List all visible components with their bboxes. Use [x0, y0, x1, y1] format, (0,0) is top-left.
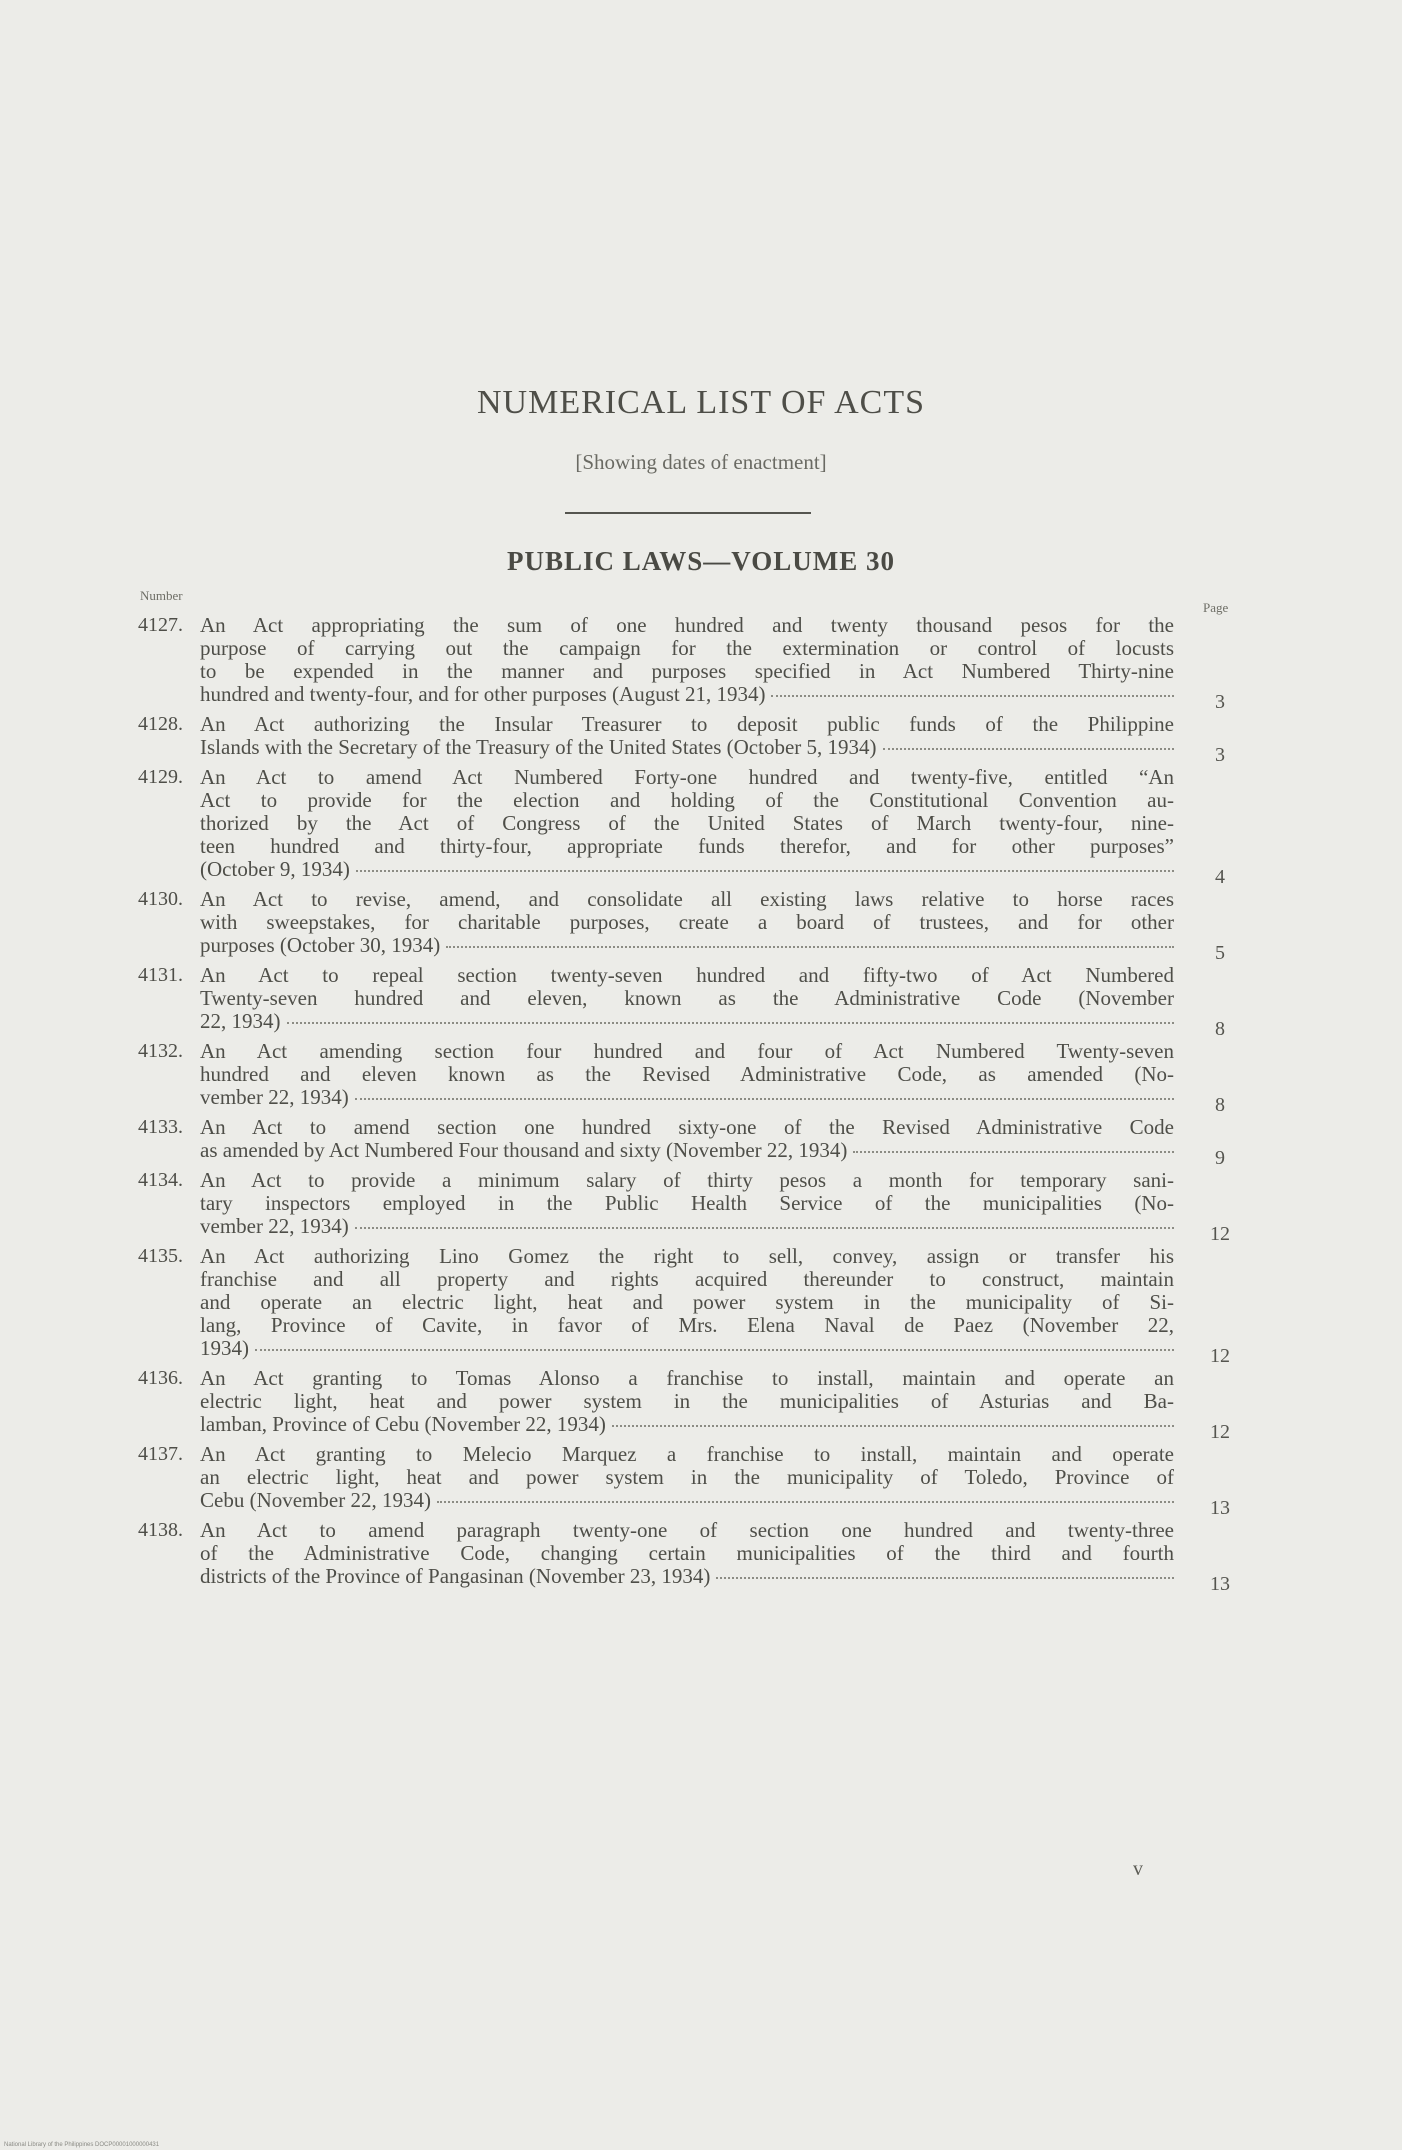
act-description-line: [200, 1139, 1174, 1162]
act-page-number: 9: [1215, 1147, 1225, 1169]
act-page-number: 5: [1215, 942, 1225, 964]
act-description-text: Islands with the Secretary of the Treasury of the United States (October 5, 1934): [200, 735, 877, 759]
act-description-text: purposes (October 30, 1934): [200, 933, 441, 957]
page-subtitle: [Showing dates of enactment]: [575, 450, 827, 474]
volume-title: PUBLIC LAWS—VOLUME 30: [506, 546, 895, 576]
act-description-line: of the Administrative Code, changing certain municipalities of the third and fourth: [200, 1541, 1174, 1565]
act-description-line: [200, 1010, 1174, 1033]
act-description: [200, 888, 1174, 957]
act-number: 4128.: [138, 713, 183, 735]
act-description-line: to be expended in the manner and purposes specified in Act Numbered Thirty-nine: [200, 659, 1174, 683]
act-description: [200, 1040, 1174, 1109]
act-page-number: 4: [1215, 866, 1225, 888]
act-description-text: vember 22, 1934): [200, 1214, 349, 1238]
act-description-line: Twenty-seven hundred and eleven, known as the Administrative Code (November: [200, 986, 1174, 1010]
act-description: [200, 1519, 1174, 1588]
act-description-text: 1934): [200, 1336, 249, 1360]
act-page-number: 13: [1210, 1573, 1230, 1595]
act-description-line: An Act authorizing Lino Gomez the right to sell, convey, assign or transfer his: [200, 1244, 1174, 1268]
act-page-number: 8: [1215, 1094, 1225, 1116]
act-description-line: [200, 683, 1174, 706]
dot-leader: [437, 1501, 1174, 1503]
act-description-line: An Act to amend section one hundred sixty-one of the Revised Administrative Code: [200, 1115, 1174, 1139]
dot-leader: [612, 1425, 1174, 1427]
list-item: [0, 1168, 1402, 1245]
dot-leader: [255, 1349, 1174, 1351]
act-description-line: an electric light, heat and power system in the municipality of Toledo, Province of: [200, 1465, 1174, 1489]
act-description-line: An Act appropriating the sum of one hundred and twenty thousand pesos for the: [200, 613, 1174, 637]
act-number: 4137.: [138, 1443, 183, 1465]
act-number: 4134.: [138, 1169, 183, 1191]
act-description-text: (October 9, 1934): [200, 857, 350, 881]
act-description: [200, 1116, 1174, 1162]
dot-leader: [883, 748, 1174, 750]
act-description-text: Cebu (November 22, 1934): [200, 1488, 431, 1512]
act-description-line: lang, Province of Cavite, in favor of Mrs. Elena Naval de Paez (November 22,: [200, 1313, 1174, 1337]
act-description-line: [200, 1215, 1174, 1238]
dot-leader: [446, 946, 1174, 948]
dot-leader: [355, 1227, 1174, 1229]
act-description-line: [200, 934, 1174, 957]
dot-leader: [355, 1098, 1174, 1100]
act-description: [200, 1367, 1174, 1436]
act-description-line: tary inspectors employed in the Public Health Service of the municipalities (No-: [200, 1191, 1174, 1215]
list-item: [0, 1442, 1402, 1519]
act-description: [200, 713, 1174, 759]
list-item: [0, 963, 1402, 1040]
act-description: [200, 614, 1174, 706]
act-description-text: as amended by Act Numbered Four thousand and sixty (November 22, 1934): [200, 1138, 848, 1162]
act-description-line: [200, 858, 1174, 881]
act-description-line: An Act granting to Tomas Alonso a franchise to install, maintain and operate an: [200, 1366, 1174, 1390]
act-page-number: 3: [1215, 691, 1225, 713]
list-item: [0, 1518, 1402, 1595]
page-title: NUMERICAL LIST OF ACTS: [477, 384, 925, 421]
act-page-number: 12: [1210, 1345, 1230, 1367]
dot-leader: [716, 1577, 1174, 1579]
act-description-text: 22, 1934): [200, 1009, 281, 1033]
dot-leader: [771, 695, 1174, 697]
dot-leader: [853, 1151, 1174, 1153]
act-description: [200, 1443, 1174, 1512]
act-page-number: 3: [1215, 744, 1225, 766]
act-description-line: An Act to amend Act Numbered Forty-one hundred and twenty-five, entitled “An: [200, 765, 1174, 789]
act-description-text: hundred and twenty-four, and for other purposes (August 21, 1934): [200, 682, 766, 706]
act-description: [200, 964, 1174, 1033]
act-description-line: hundred and eleven known as the Revised Administrative Code, as amended (No-: [200, 1062, 1174, 1086]
act-number: 4132.: [138, 1040, 183, 1062]
dot-leader: [356, 870, 1174, 872]
dot-leader: [287, 1022, 1175, 1024]
act-number: 4127.: [138, 614, 183, 636]
act-description-text: districts of the Province of Pangasinan (November 23, 1934): [200, 1564, 711, 1588]
act-description-text: lamban, Province of Cebu (November 22, 1934): [200, 1412, 606, 1436]
list-item: [0, 887, 1402, 964]
act-description-line: An Act amending section four hundred and four of Act Numbered Twenty-seven: [200, 1039, 1174, 1063]
act-number: 4129.: [138, 766, 183, 788]
act-description-line: [200, 1565, 1174, 1588]
act-description-line: teen hundred and thirty-four, appropriate funds therefor, and for other purposes”: [200, 834, 1174, 858]
acts-list: [0, 614, 1402, 1595]
act-description-line: purpose of carrying out the campaign for the extermination or control of locusts: [200, 636, 1174, 660]
act-description-line: franchise and all property and rights acquired thereunder to construct, maintain: [200, 1267, 1174, 1291]
act-description-line: An Act to amend paragraph twenty-one of section one hundred and twenty-three: [200, 1518, 1174, 1542]
act-description-line: [200, 1337, 1174, 1360]
act-number: 4130.: [138, 888, 183, 910]
act-number: 4136.: [138, 1367, 183, 1389]
list-item: [0, 613, 1402, 713]
act-number: 4133.: [138, 1116, 183, 1138]
act-description-line: [200, 1489, 1174, 1512]
act-description-line: An Act granting to Melecio Marquez a franchise to install, maintain and operate: [200, 1442, 1174, 1466]
act-page-number: 12: [1210, 1223, 1230, 1245]
act-description-line: with sweepstakes, for charitable purposes, create a board of trustees, and for other: [200, 910, 1174, 934]
act-description-line: [200, 1086, 1174, 1109]
act-description-line: electric light, heat and power system in the municipalities of Asturias and Ba-: [200, 1389, 1174, 1413]
page-numeral: v: [1133, 1858, 1143, 1880]
act-number: 4135.: [138, 1245, 183, 1267]
act-description-text: vember 22, 1934): [200, 1085, 349, 1109]
title-divider: [565, 512, 811, 514]
number-column-header: Number: [140, 588, 183, 603]
act-description-line: An Act authorizing the Insular Treasurer to deposit public funds of the Philippine: [200, 712, 1174, 736]
act-description-line: [200, 1413, 1174, 1436]
act-description: [200, 766, 1174, 881]
act-description: [200, 1169, 1174, 1238]
list-item: [0, 712, 1402, 766]
act-description-line: [200, 736, 1174, 759]
act-description-line: An Act to revise, amend, and consolidate all existing laws relative to horse races: [200, 887, 1174, 911]
act-description-line: and operate an electric light, heat and power system in the municipality of Si-: [200, 1290, 1174, 1314]
list-item: [0, 1039, 1402, 1116]
act-description-line: An Act to provide a minimum salary of thirty pesos a month for temporary sani-: [200, 1168, 1174, 1192]
list-item: [0, 1244, 1402, 1367]
page-column-header: Page: [1203, 600, 1229, 615]
act-page-number: 8: [1215, 1018, 1225, 1040]
act-page-number: 12: [1210, 1421, 1230, 1443]
act-number: 4138.: [138, 1519, 183, 1541]
act-description-line: thorized by the Act of Congress of the United States of March twenty-four, nine-: [200, 811, 1174, 835]
act-description-line: Act to provide for the election and holding of the Constitutional Convention au-: [200, 788, 1174, 812]
list-item: [0, 1366, 1402, 1443]
list-item: [0, 1115, 1402, 1169]
act-description-line: An Act to repeal section twenty-seven hundred and fifty-two of Act Numbered: [200, 963, 1174, 987]
act-number: 4131.: [138, 964, 183, 986]
archive-footer: National Library of the Philippines DOCP00001000000431: [4, 2142, 160, 2148]
act-page-number: 13: [1210, 1497, 1230, 1519]
act-description: [200, 1245, 1174, 1360]
list-item: [0, 765, 1402, 888]
